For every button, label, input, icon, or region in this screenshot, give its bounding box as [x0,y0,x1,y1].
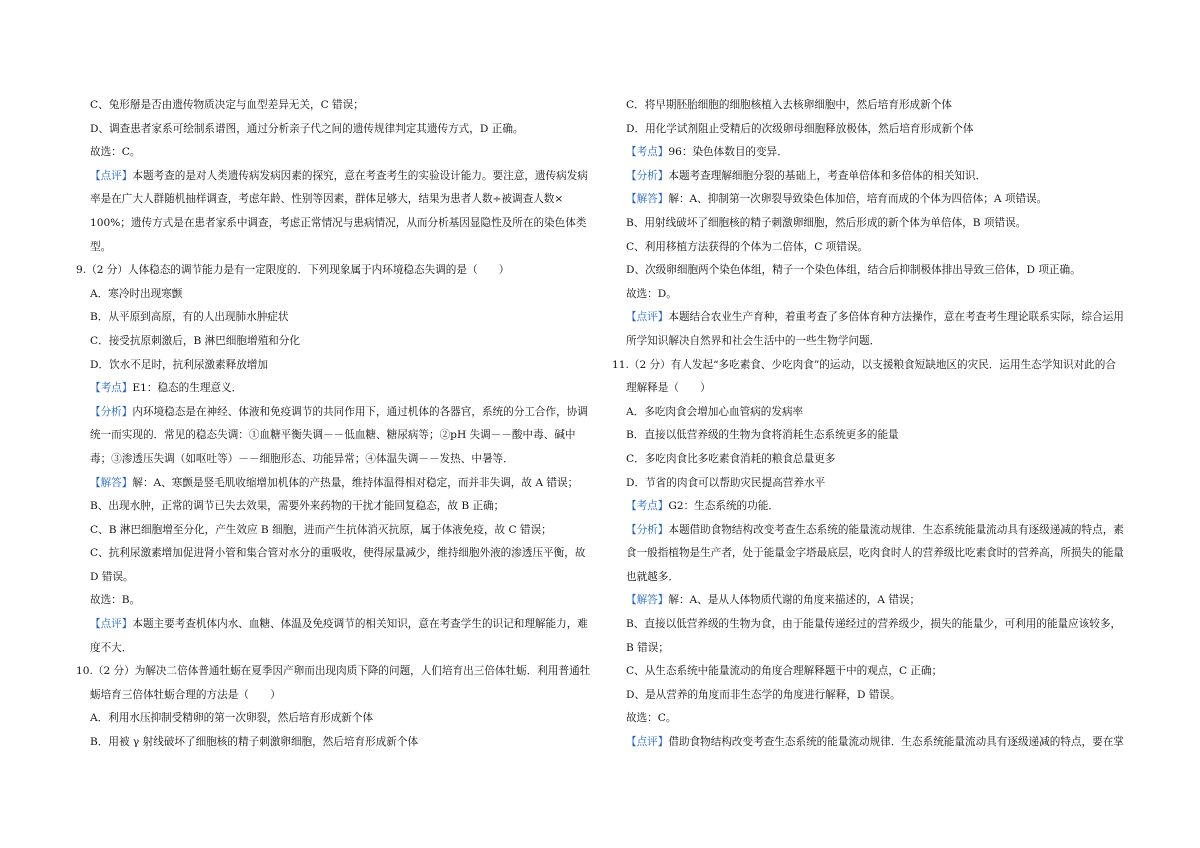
line-text: C．将早期胚胎细胞的细胞核植入去核卵细胞中，然后培育形成新个体 [626,99,952,111]
line-text: B．用被 γ 射线破坏了细胞核的精子刺激卵细胞，然后培育形成新个体 [90,736,419,749]
line-text: B、用射线破坏了细胞核的精子刺激卵细胞，然后形成的新个体为单倍体，B 项错误。 [626,216,1027,229]
line-text: 食一般指植物是生产者，处于能量金字塔最底层，吃肉食时人的营养级比吃素食时的营养高，所损失的能量 [626,547,1124,560]
text-line [76,684,592,708]
section-tag: 【分析】 [626,169,669,182]
text-line [76,165,592,189]
line-text: 率是在广大人群随机抽样调查，考虑年龄、性别等因素，群体足够大，结果为患者人数÷被调查人数× [90,193,564,206]
text-line [612,731,1130,755]
line-text: 本题借助食物结构改变考查生态系统的能量流动规律．生态系统能量流动具有逐级递减的特点，素 [668,523,1124,536]
text-line [612,566,1130,590]
line-text: 故选：B。 [90,594,141,607]
line-text: C、利用移植方法获得的个体为二倍体，C 项错误。 [626,240,869,253]
text-line [76,519,592,543]
text-line [612,424,1130,448]
line-text: 9.（2 分）人体稳态的调节能力是有一定限度的．下列现象属于内环境稳态失调的是（ ） [76,264,510,277]
line-text: E1：稳态的生理意义． [132,382,243,395]
line-text: 故选：C。 [90,146,141,159]
section-tag: 【考点】 [626,500,669,513]
text-line [612,472,1130,496]
text-line [76,118,592,142]
text-line [612,707,1130,731]
text-line [612,118,1130,142]
text-line [76,141,592,165]
text-line [76,542,592,566]
line-text: G2：生态系统的功能． [668,500,779,513]
text-line [76,660,592,684]
text-line [76,330,592,354]
line-text: D、调查患者家系可绘制系谱图，通过分析亲子代之间的遗传规律判定其遗传方式，D 正确。 [90,122,524,135]
line-text: C、从生态系统中能量流动的角度合理解释题干中的观点，C 正确； [626,665,943,678]
text-line [612,212,1130,236]
text-line [76,424,592,448]
line-text: 所学知识解决自然界和社会生活中的一些生物学问题． [626,334,881,347]
line-text: C．接受抗原刺激后，B 淋巴细胞增殖和分化 [90,334,300,347]
line-text: 内环境稳态是在神经、体液和免疫调节的共同作用下，通过机体的各器官，系统的分工合作，协调 [132,405,588,418]
text-line [612,495,1130,519]
section-tag: 【点评】 [626,311,669,324]
text-line [76,306,592,330]
line-text: D．节省的肉食可以帮助灾民提高营养水平 [626,476,826,489]
line-text: 11.（2 分）有人发起“多吃素食、少吃肉食”的运动，以支援粮食短缺地区的灾民．运用生态学知识对此的合 [612,358,1116,371]
line-text: 度不大． [90,641,133,654]
line-text: 毒；③渗透压失调（如呕吐等）－－细胞形态、功能异常；④体温失调－－发热、中暑等． [90,452,514,465]
line-text: 蛎培育三倍体牡蛎合理的方法是（ ） [90,688,281,701]
line-text: B、出现水肿，正常的调节已失去效果，需要外来药物的干扰才能回复稳态，故 B 正确； [90,500,505,513]
text-line [76,354,592,378]
line-text: 本题主要考查机体内水、血糖、体温及免疫调节的相关知识，意在考查学生的识记和理解能力，难 [132,618,588,631]
text-line [76,259,592,283]
text-line [76,731,592,755]
section-tag: 【分析】 [90,405,133,418]
section-tag: 【点评】 [90,618,133,631]
text-line [612,283,1130,307]
text-line [612,165,1130,189]
line-text: B、直接以低营养级的生物为食，由于能量传递经过的营养级少，损失的能量少，可利用的能量应该较多， [626,618,1122,631]
line-text: 本题考查的是对人类遗传病发病因素的探究，意在考查考生的实验设计能力。要注意，遗传病发病 [132,169,588,182]
line-text: 故选：D。 [626,287,677,300]
text-line [76,566,592,590]
text-line [612,141,1130,165]
text-line [76,377,592,401]
line-text: 解：A、是从人体物质代谢的角度来描述的，A 错误； [668,594,921,607]
text-line [612,259,1130,283]
line-text: C、兔形掰是否由遗传物质决定与血型差异无关，C 错误； [90,99,364,111]
line-text: D、次级卵细胞两个染色体组，精子一个染色体组，结合后抑制极体排出导致三倍体，D 项正确。 [626,264,1081,277]
line-text: A．寒冷时出现寒颤 [90,287,183,300]
text-line [612,589,1130,613]
text-line [612,519,1130,543]
line-text: C、B 淋巴细胞增至分化，产生效应 B 细胞，进而产生抗体消灭抗原，属于体液免疫，故 C 错误； [90,523,552,536]
left-column [76,94,592,755]
line-text: 96：染色体数目的变异． [668,146,788,159]
text-line [76,401,592,425]
line-text: B．直接以低营养级的生物为食将消耗生态系统更多的能量 [626,429,899,442]
line-text: 理解释是（ ） [626,382,711,395]
line-text: B．从平原到高原，有的人出现肺水肿症状 [90,311,289,324]
line-text: 本题考查理解细胞分裂的基础上，考查单倍体和多倍体的相关知识． [668,169,987,182]
line-text: 本题结合农业生产育种，着重考查了多倍体育种方法操作，意在考查考生理论联系实际，综合运用 [668,311,1124,324]
line-text: 统一而实现的．常见的稳态失调：①血糖平衡失调－－低血糖、糖尿病等；②pH 失调－－酸中毒、碱中 [90,429,576,442]
line-text: 也就越多． [626,570,679,583]
text-line [612,94,1130,118]
section-tag: 【分析】 [626,523,669,536]
text-line [612,330,1130,354]
line-text: D．饮水不足时，抗利尿激素释放增加 [90,358,268,371]
line-text: 借助食物结构改变考查生态系统的能量流动规律．生态系统能量流动具有逐级递减的特点，要在掌 [668,736,1124,749]
text-line [612,684,1130,708]
line-text: C．多吃肉食比多吃素食消耗的粮食总量更多 [626,452,836,465]
line-text: 解：A、抑制第一次卵裂导致染色体加倍，培育而成的个体为四倍体；A 项错误。 [668,193,1048,206]
line-text: B 错误； [626,641,669,654]
text-line [76,707,592,731]
line-text: D、是从营养的角度而非生态学的角度进行解释，D 错误。 [626,688,901,701]
text-line [612,188,1130,212]
section-tag: 【考点】 [90,382,133,395]
text-line [76,472,592,496]
text-line [76,212,592,236]
line-text: A．多吃肉食会增加心血管病的发病率 [626,405,804,418]
line-text: 10.（2 分）为解决二倍体普通牡蛎在夏季因产卵而出现肉质下降的问题，人们培育出三倍体牡蛎．利用普通牡 [76,665,591,678]
text-line [76,613,592,637]
text-line [612,236,1130,260]
text-line [76,448,592,472]
line-text: 故选：C。 [626,712,677,725]
text-line [76,94,592,118]
text-line [76,283,592,307]
line-text: 解：A、寒颤是竖毛肌收缩增加机体的产热量，维持体温得相对稳定，而并非失调，故 A 错误； [132,476,579,489]
line-text: 100%；遗传方式是在患者家系中调查，考虑正常情况与患病情况，从而分析基因显隐性及所在的染色体类 [90,216,587,229]
section-tag: 【解答】 [626,193,669,206]
line-text: D 错误。 [90,570,134,583]
text-line [612,660,1130,684]
right-column [612,94,1130,755]
text-line [612,377,1130,401]
section-tag: 【解答】 [626,594,669,607]
text-line [612,448,1130,472]
section-tag: 【点评】 [90,169,133,182]
text-line [76,637,592,661]
line-text: D．用化学试剂阻止受精后的次级卵母细胞释放极体，然后培育形成新个体 [626,122,974,135]
text-line [612,306,1130,330]
text-line [76,495,592,519]
text-line [76,236,592,260]
section-tag: 【点评】 [626,736,669,749]
line-text: 型。 [90,240,112,253]
text-line [612,354,1130,378]
text-line [76,188,592,212]
text-line [612,613,1130,637]
text-line [612,637,1130,661]
text-line [76,589,592,613]
line-text: C、抗利尿激素增加促进肾小管和集合管对水分的重吸收，使得尿量减少，维持细胞外液的渗透压平衡，故 [90,547,586,560]
text-line [612,401,1130,425]
section-tag: 【考点】 [626,146,669,159]
section-tag: 【解答】 [90,476,133,489]
text-line [612,542,1130,566]
line-text: A．利用水压抑制受精卵的第一次卵裂，然后培育形成新个体 [90,712,374,725]
